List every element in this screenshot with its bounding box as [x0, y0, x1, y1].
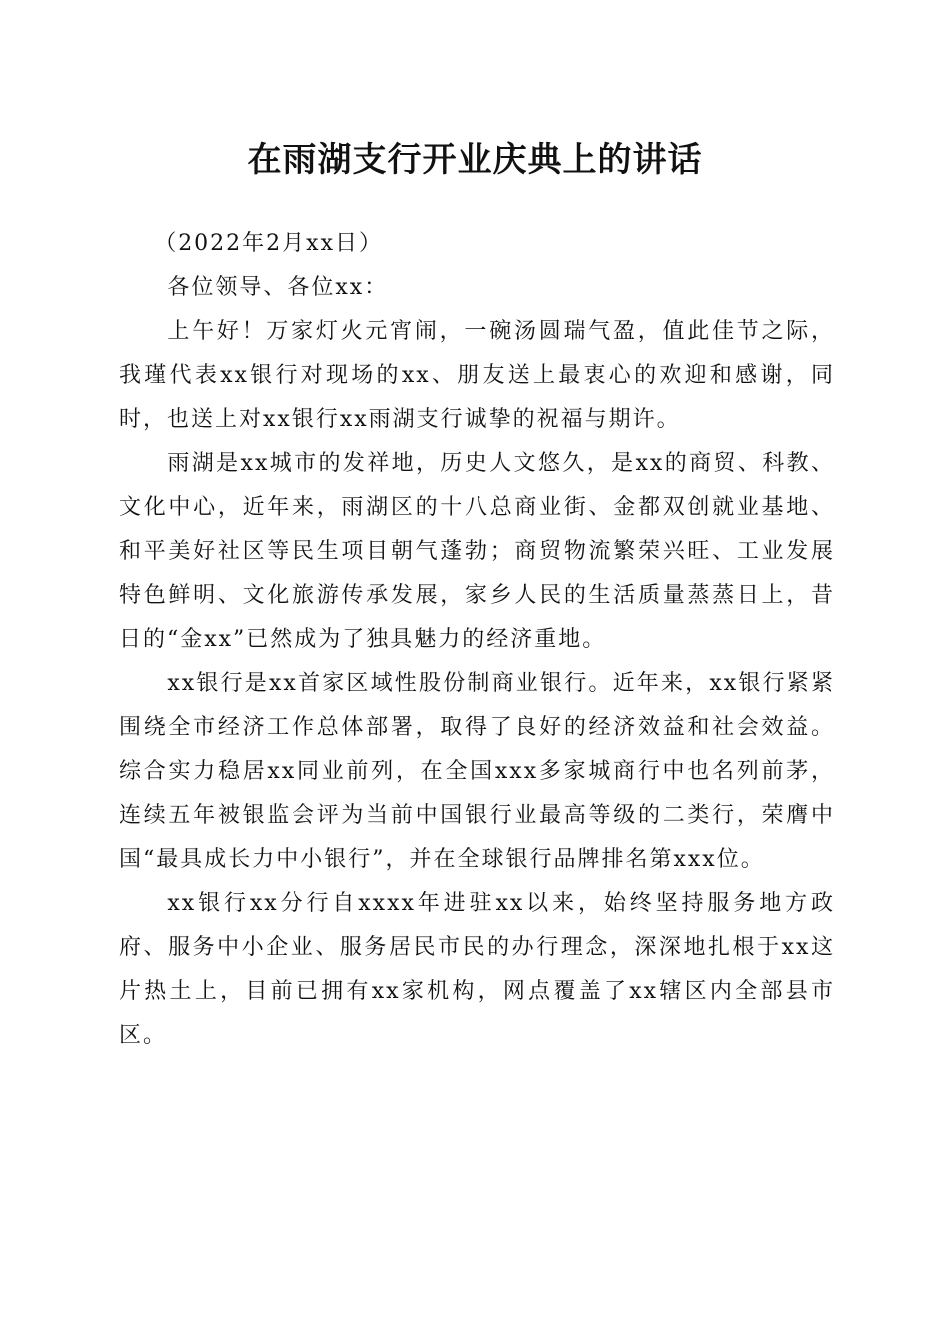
document-body — [119, 222, 835, 1058]
speech-date: （2022年2月xx日） — [154, 231, 383, 256]
paragraph-yuhu: 雨湖是xx城市的发祥地，历史人文悠久，是xx的商贸、科教、文化中心，近年来，雨湖区的十八总商业街、金都双创就业基地、和平美好社区等民生项目朝气蓬勃；商贸物流繁荣兴旺、工业发展特色鲜明、文化旅游传承发展，家乡人民的生活质量蒸蒸日上，昔日的“金xx”已然成为了独具魅力的经济重地。 — [119, 451, 835, 652]
paragraph-branch: xx银行xx分行自xxxx年进驻xx以来，始终坚持服务地方政府、服务中小企业、服务居民市民的办行理念，深深地扎根于xx这片热土上，目前已拥有xx家机构，网点覆盖了xx辖区内全部县市区。 — [119, 891, 835, 1048]
paragraph-greeting: 上午好！万家灯火元宵闹，一碗汤圆瑞气盈，值此佳节之际，我瑾代表xx银行对现场的xx、朋友送上最衷心的欢迎和感谢，同时，也送上对xx银行xx雨湖支行诚挚的祝福与期许。 — [119, 319, 835, 432]
salutation: 各位领导、各位xx： — [167, 275, 389, 300]
paragraph-bank-intro: xx银行是xx首家区域性股份制商业银行。近年来，xx银行紧紧围绕全市经济工作总体部署，取得了良好的经济效益和社会效益。综合实力稳居xx同业前列，在全国xxx多家城商行中也名列前茅，连续五年被银监会评为当前中国银行业最高等级的二类行，荣膺中国“最具成长力中小银行”，并在全球银行品牌排名第xxx位。 — [119, 671, 835, 872]
page-title: 在雨湖支行开业庆典上的讲话 — [247, 140, 703, 180]
